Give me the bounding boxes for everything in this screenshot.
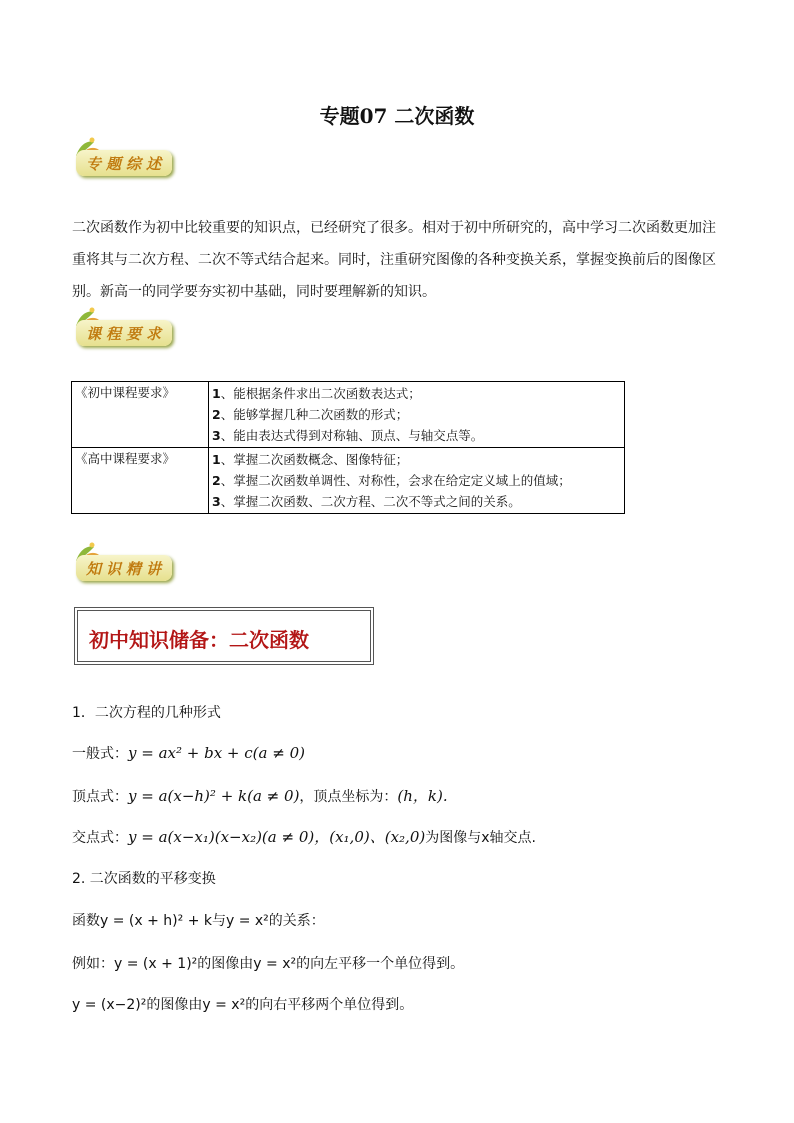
badge-label: 知识精讲 [86,560,167,578]
general-form-line [72,743,305,763]
intercept-points: ，(x₁,0)、(x₂,0) [314,828,426,846]
intercept-note: 为图像与x轴交点. [425,830,536,846]
knowledge-box-title: 初中知识储备：二次函数 [89,628,309,652]
overview-line: 二次函数作为初中比较重要的知识点，已经研究了很多。相对于初中所研究的，高中学习二次函数更加注 [72,220,716,236]
items-cell [209,382,625,448]
overview-line: 重将其与二次方程、二次不等式结合起来。同时，注重研究图像的各种变换关系，掌握变换前后的图像区 [72,252,716,268]
relation-line: 函数y = (x + h)² + k与y = x²的关系： [72,913,325,929]
page-title: 专题07 二次函数 [319,104,475,128]
vertex-form-formula: y = a(x−h)² + k(a ≠ 0) [128,787,300,805]
badge-label: 课程要求 [86,325,167,343]
badge-label: 专题综述 [86,155,167,173]
section-badge-knowledge [72,541,176,587]
requirement-item: 1、能根据条件求出二次函数表达式； [212,386,421,401]
section2-heading: 2. 二次函数的平移变换 [72,871,216,887]
intercept-form-line [72,826,536,847]
example-line-1: 例如：y = (x + 1)²的图像由y = x²的向左平移一个单位得到。 [72,956,465,972]
general-form-label: 一般式： [72,746,128,762]
section-badge-overview [72,136,176,182]
requirement-item: 3、能由表达式得到对称轴、顶点、与轴交点等。 [212,428,484,443]
table-row [72,448,625,514]
vertex-form-label: 顶点式： [72,789,128,805]
vertex-form-line [72,785,448,806]
overview-line: 别。新高一的同学要夯实初中基础，同时要理解新的知识。 [72,284,436,300]
vertex-note: ，顶点坐标为： [299,789,398,805]
intercept-form-formula: y = a(x−x₁)(x−x₂)(a ≠ 0) [128,828,315,846]
requirement-item: 3、掌握二次函数、二次方程、二次不等式之间的关系。 [212,494,521,509]
general-form-formula: y = ax² + bx + c(a ≠ 0) [128,744,305,762]
section-badge-requirements [72,306,176,352]
vertex-coords: (h，k). [397,787,448,805]
requirement-item: 1、掌握二次函数概念、图像特征； [212,452,409,467]
knowledge-box [74,607,374,665]
requirement-item: 2、能够掌握几种二次函数的形式； [212,407,409,422]
requirement-item: 2、掌握二次函数单调性、对称性，会求在给定定义域上的值域； [212,473,571,488]
requirements-table [71,381,625,514]
intercept-form-label: 交点式： [72,830,128,846]
section1-heading: 1．二次方程的几种形式 [72,705,221,721]
table-row [72,382,625,448]
overview-paragraph [72,212,724,308]
example-line-2: y = (x−2)²的图像由y = x²的向右平移两个单位得到。 [72,997,414,1013]
category-cell: 《高中课程要求》 [72,448,209,514]
items-cell [209,448,625,514]
category-cell: 《初中课程要求》 [72,382,209,448]
